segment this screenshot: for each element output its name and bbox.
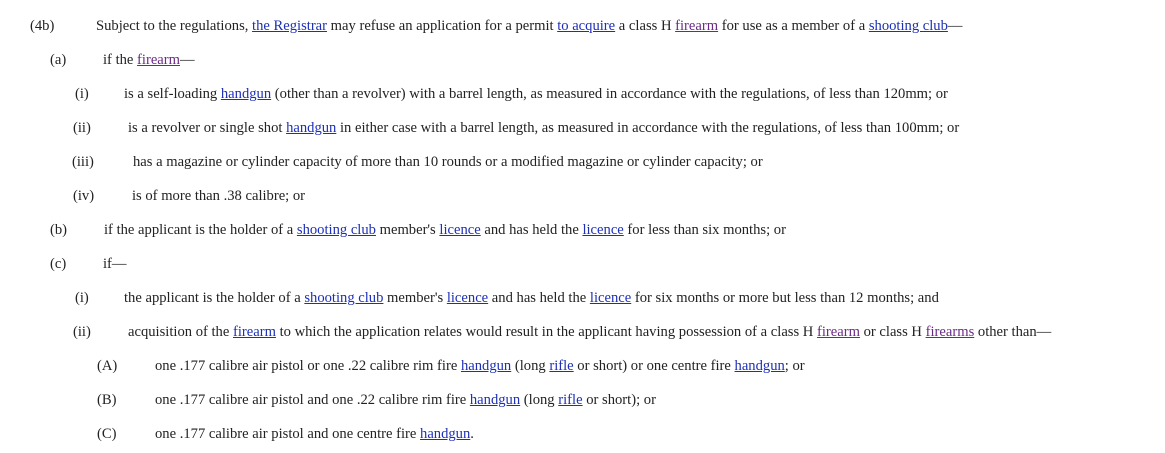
subparagraph-number: (i) [75,290,89,306]
subsubparagraph-A [0,356,1165,376]
paragraph-number: (a) [50,52,67,68]
paragraph-number: (b) [50,222,68,238]
clause-text: Subject to the regulations, the Registrar may refuse an application for a permit to acquire a class H firearm for use as a member of a shooting club— [96,18,963,34]
link-firearm[interactable]: firearm [232,324,276,340]
subparagraph-text: is a revolver or single shot handgun in either case with a barrel length, as measured in accordance with the regulations, of less than 100mm; or [128,120,960,136]
link-firearm[interactable]: firearm [675,18,719,34]
link-shooting-club[interactable]: shooting club [304,290,384,306]
subparagraph-number: (i) [75,86,89,102]
paragraph-text: if the applicant is the holder of a shooting club member's licence and has held the licence for less than six months; or [104,222,786,238]
subsubparagraph-B [0,390,1165,410]
link-rifle[interactable]: rifle [549,358,574,374]
link-handgun[interactable]: handgun [420,426,471,442]
subsubparagraph-text: one .177 calibre air pistol and one centre fire handgun. [155,426,474,442]
paragraph-text: if the firearm— [103,52,195,68]
subparagraph-text: is a self-loading handgun (other than a revolver) with a barrel length, as measured in accordance with the regulations, of less than 120mm; or [124,86,948,102]
subparagraph-text: the applicant is the holder of a shooting club member's licence and has held the licence for six months or more but less than 12 months; and [124,290,939,306]
subsubparagraph-number: (B) [97,392,117,408]
subsubparagraph-C [0,424,1165,444]
paragraph-a [0,50,1165,70]
subsubparagraph-number: (C) [97,426,117,442]
link-to-acquire[interactable]: to acquire [557,18,616,34]
link-licence[interactable]: licence [589,290,632,306]
link-rifle[interactable]: rifle [558,392,583,408]
subparagraph-text: acquisition of the firearm to which the application relates would result in the applicant having possession of a class H firearm or class H firearms other than— [128,324,1052,340]
paragraph-number: (c) [50,256,67,272]
link-licence[interactable]: licence [582,222,624,238]
link-licence[interactable]: licence [439,222,481,238]
clause-4b [0,16,1165,36]
link-handgun[interactable]: handgun [286,120,337,136]
subsubparagraph-number: (A) [97,358,118,374]
paragraph-c [0,254,1165,274]
subparagraph-text: is of more than .38 calibre; or [132,188,306,204]
subparagraph-number: (iii) [72,154,94,170]
subparagraph-a-ii [0,118,1165,138]
subparagraph-c-ii [0,322,1165,342]
link-firearm[interactable]: firearm [137,52,180,68]
subparagraph-a-iv [0,186,1165,206]
link-shooting-club[interactable]: shooting club [868,18,948,34]
subparagraph-number: (ii) [73,324,91,340]
subparagraph-number: (iv) [73,188,95,204]
subparagraph-text: has a magazine or cylinder capacity of more than 10 rounds or a modified magazine or cylinder capacity; or [133,154,763,170]
subparagraph-a-iii [0,152,1165,172]
subparagraph-number: (ii) [73,120,91,136]
link-firearms[interactable]: firearms [925,324,975,340]
link-handgun[interactable]: handgun [469,392,521,408]
subparagraph-c-i [0,288,1165,308]
link-handgun[interactable]: handgun [460,358,512,374]
link-the-registrar[interactable]: the Registrar [252,18,328,34]
subsubparagraph-text: one .177 calibre air pistol or one .22 calibre rim fire handgun (long rifle or short) or one centre fire handgun; or [155,358,805,374]
paragraph-text: if— [103,256,127,272]
paragraph-b [0,220,1165,240]
subsubparagraph-text: one .177 calibre air pistol and one .22 calibre rim fire handgun (long rifle or short); or [155,392,656,408]
link-shooting-club[interactable]: shooting club [296,222,376,238]
link-licence[interactable]: licence [446,290,489,306]
link-handgun[interactable]: handgun [734,358,785,374]
link-handgun[interactable]: handgun [220,86,272,102]
clause-number: (4b) [30,18,55,34]
link-firearm[interactable]: firearm [817,324,860,340]
subparagraph-a-i [0,84,1165,104]
